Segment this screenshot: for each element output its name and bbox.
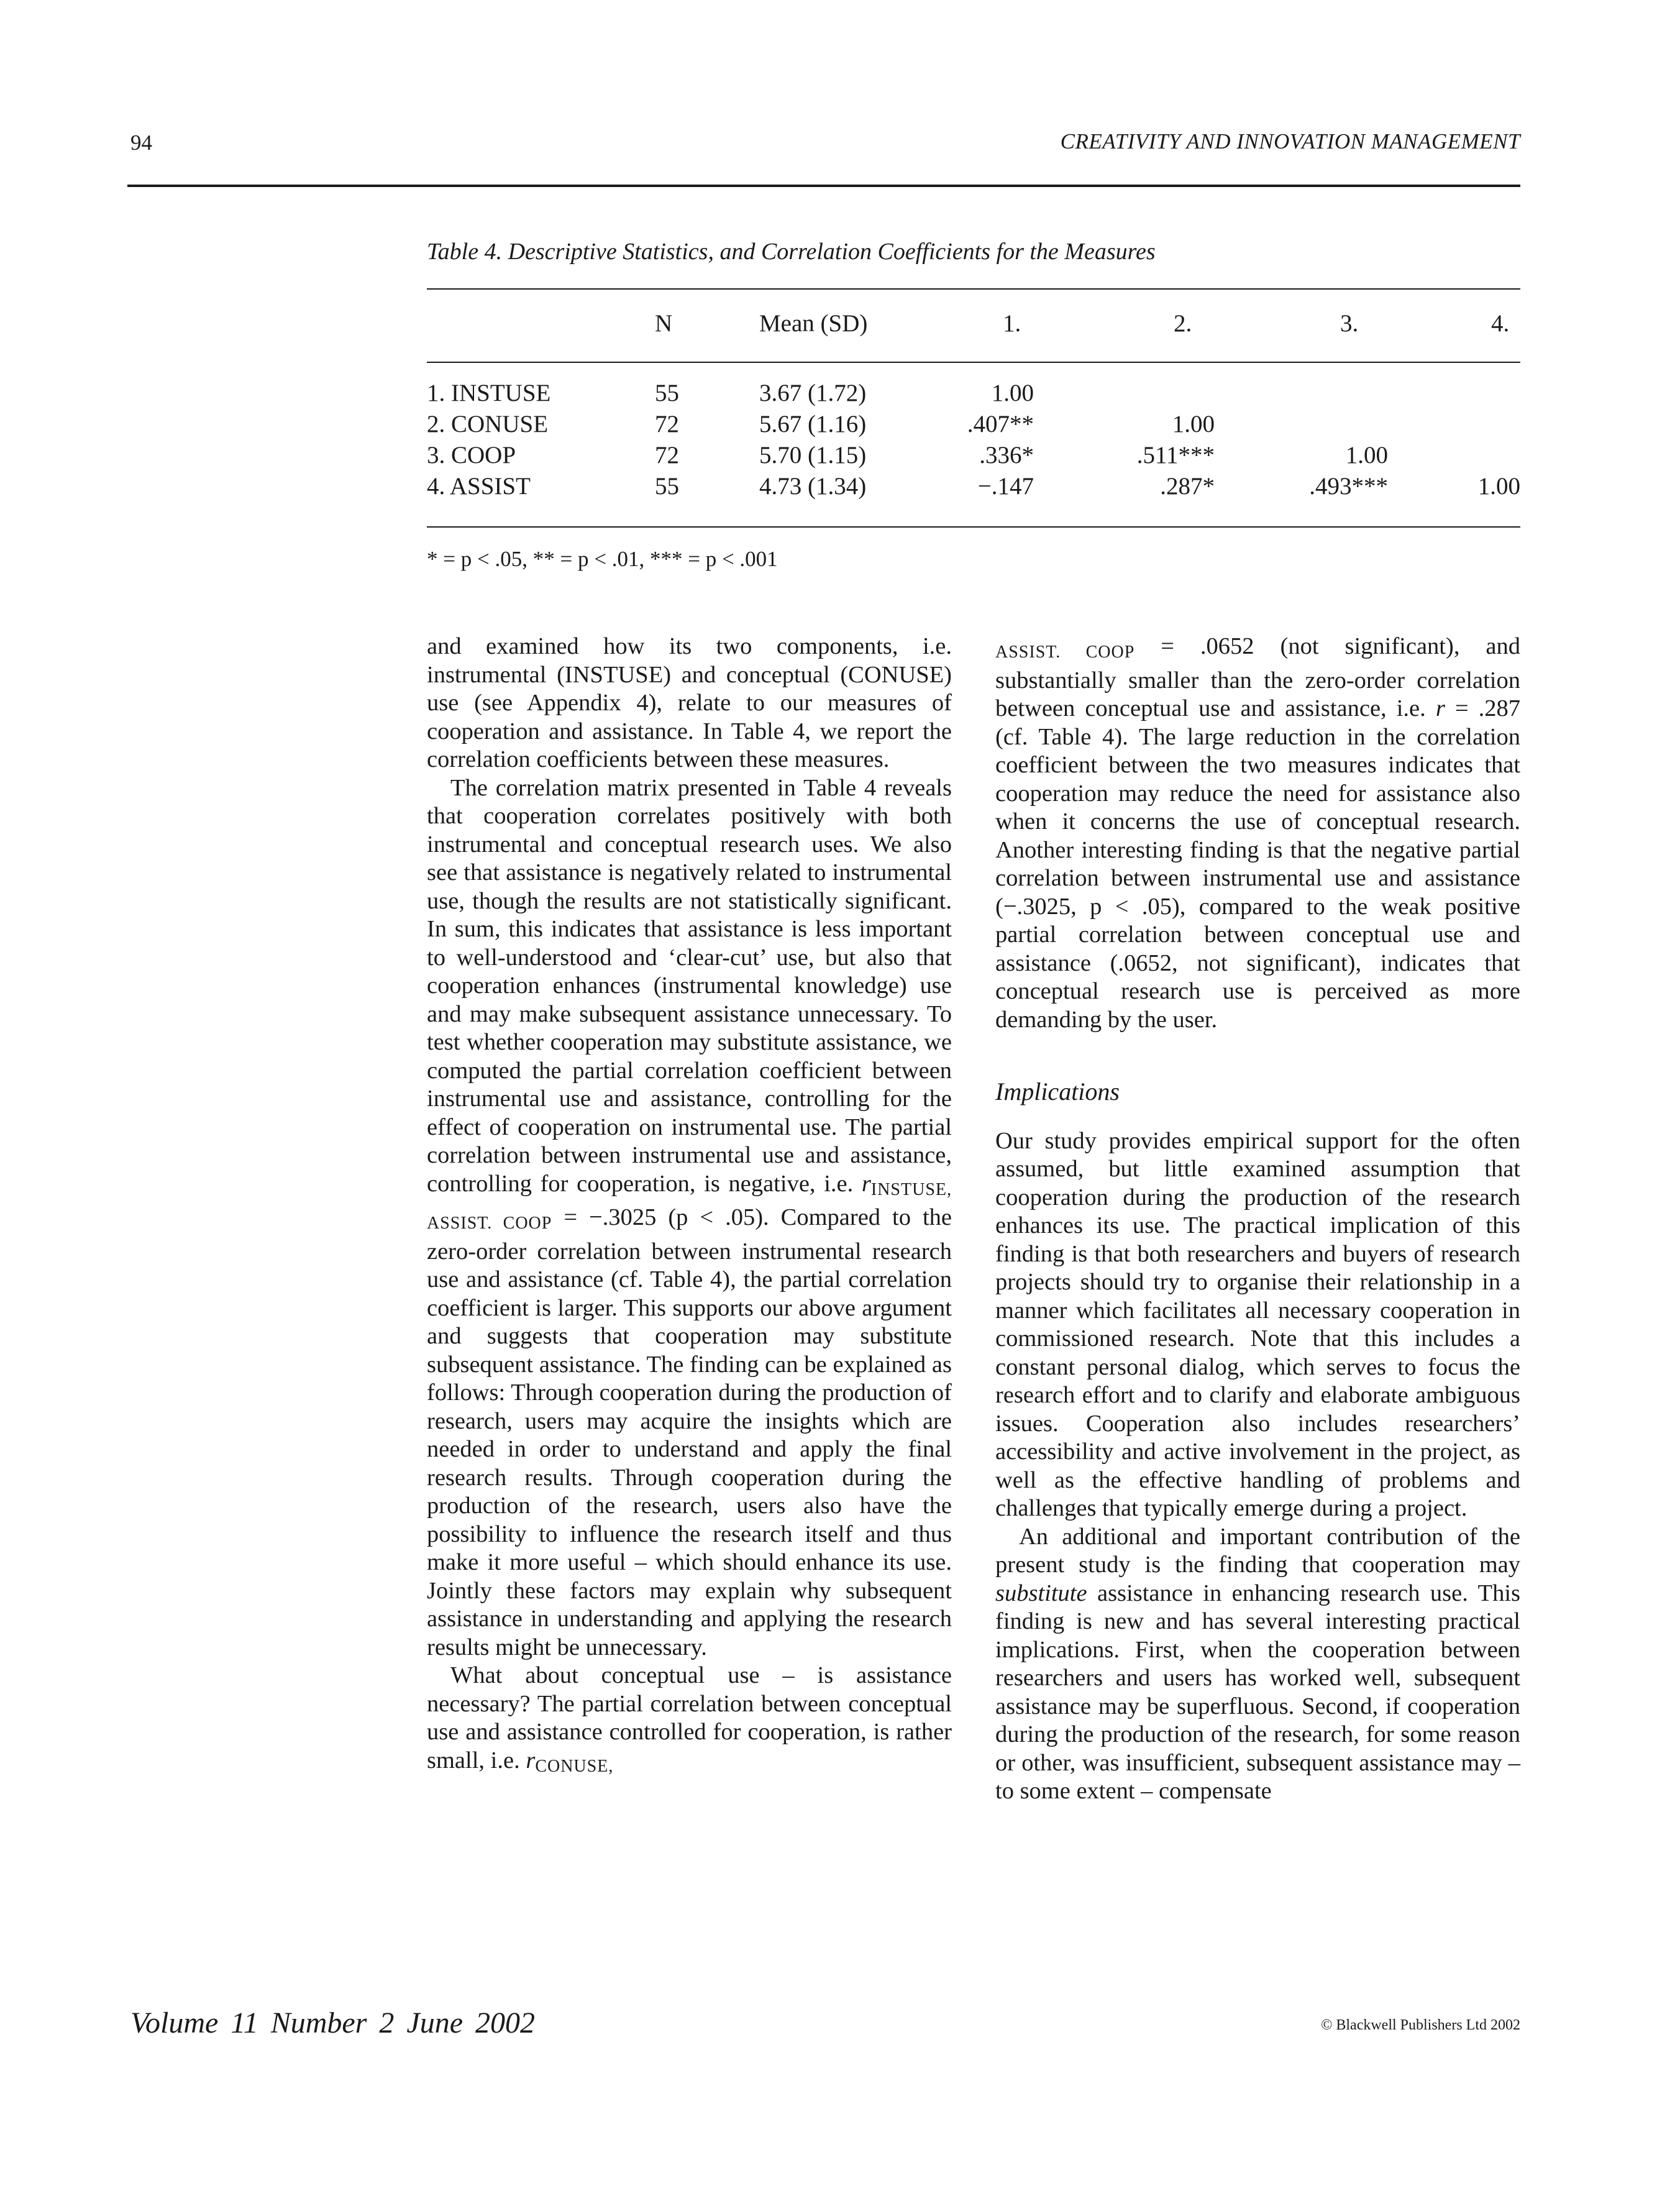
- table-header-col3: 3.: [1340, 310, 1359, 337]
- row-corr-2: .287*: [1160, 473, 1215, 500]
- table-header-n: N: [655, 310, 673, 337]
- row-corr-1: .336*: [979, 442, 1034, 469]
- math-subscript: ASSIST. COOP: [995, 643, 1135, 662]
- row-n: 72: [655, 411, 679, 437]
- row-label: 4. ASSIST: [427, 473, 531, 500]
- emphasis: substitute: [995, 1580, 1087, 1606]
- row-mean: 5.70 (1.15): [759, 442, 867, 469]
- math-r: r: [1435, 695, 1445, 721]
- left-column: [427, 633, 952, 1780]
- row-corr-4: 1.00: [1477, 473, 1520, 500]
- paragraph: Our study provides empirical support for the often assumed, but little examined assumption that cooperation during the production of the research enhances its use. The practical implication of this finding is that both researchers and buyers of research projects should try to organise their relationship in a manner which facilitates all necessary cooperation in commissioned research. Note that this includes a constant personal dialog, which serves to focus the research effort and to clarify and elaborate ambiguous issues. Cooperation also includes researchers’ accessibility and active involvement in the project, as well as the effective handling of problems and challenges that typically emerge during a project.: [995, 1127, 1520, 1521]
- footer-volume: Volume 11 Number 2 June 2002: [130, 2007, 536, 2039]
- row-corr-3: 1.00: [1345, 442, 1388, 469]
- table-header-col4: 4.: [1491, 310, 1510, 337]
- row-corr-2: .511***: [1136, 442, 1215, 469]
- paragraph-text: = .0652 (not significant), and substantially smaller than the zero-order correlation between conceptual use and assistance, i.e.: [995, 633, 1520, 721]
- row-label: 3. COOP: [427, 442, 516, 469]
- section-heading: Implications: [995, 1078, 1120, 1105]
- row-corr-1: 1.00: [991, 380, 1034, 406]
- row-mean: 5.67 (1.16): [759, 411, 867, 437]
- header-rule: [127, 185, 1520, 187]
- paragraph: [995, 1523, 1520, 1806]
- math-r: r: [861, 1170, 871, 1197]
- right-column: [995, 633, 1520, 1806]
- row-corr-2: 1.00: [1172, 411, 1215, 437]
- paragraph: [995, 633, 1520, 1034]
- row-n: 55: [655, 473, 679, 500]
- row-corr-3: .493***: [1309, 473, 1388, 500]
- running-head: CREATIVITY AND INNOVATION MANAGEMENT: [1060, 129, 1520, 153]
- table-header-col1: 1.: [1003, 310, 1021, 337]
- paragraph-text: assistance in enhancing research use. This finding is new and has several interesting practical implications. First, when the cooperation between researchers and users has worked well, subsequent assistance may be superfluous. Second, if cooperation during the production of the research, for some reason or other, was insufficient, subsequent assistance may – to some extent – compensate: [995, 1580, 1520, 1804]
- table-top-rule: [427, 288, 1520, 290]
- paragraph-text: What about conceptual use – is assistance necessary? The partial correlation between conceptual use and assistance controlled for cooperation, is rather small, i.e.: [427, 1662, 952, 1773]
- paragraph: and examined how its two components, i.e. instrumental (INSTUSE) and conceptual (CONUSE) use (see Appendix 4), relate to our measures of cooperation and assistance. In Table 4, we report the correlation coefficients between these measures.: [427, 633, 952, 772]
- row-mean: 4.73 (1.34): [759, 473, 867, 500]
- row-corr-1: .407**: [967, 411, 1034, 437]
- paragraph-text: The correlation matrix presented in Table 4 reveals that cooperation correlates positively with both instrumental and conceptual research uses. We also see that assistance is negatively related to instrumental use, though the results are not statistically significant. In sum, this indicates that assistance is less important to well-understood and ‘clear-cut’ use, but also that cooperation enhances (instrumental knowledge) use and may make subsequent assistance unnecessary. To test whether cooperation may substitute assistance, we computed the partial correlation coefficient between instrumental use and assistance, controlling for the effect of cooperation on instrumental use. The partial correlation between instrumental use and assistance, controlling for cooperation, is negative, i.e.: [427, 774, 952, 1197]
- row-n: 55: [655, 380, 679, 406]
- page-number: 94: [130, 130, 152, 155]
- math-r: r: [526, 1747, 536, 1773]
- table-footnote: * = p < .05, ** = p < .01, *** = p < .001: [427, 547, 778, 571]
- paragraph-text: An additional and important contribution of the present study is the finding that cooperation may: [995, 1523, 1520, 1578]
- row-corr-1: −.147: [977, 473, 1034, 500]
- paragraph-text: = −.3025 (p < .05). Compared to the zero-order correlation between instrumental research use and assistance (cf. Table 4), the partial correlation coefficient is larger. This supports our above argument and suggests that cooperation may substitute subsequent assistance. The finding can be explained as follows: Through cooperation during the production of research, users may acquire the insights which are needed in order to understand and apply the final research results. Through cooperation during the production of the research, users also have the possibility to influence the research itself and thus make it more useful – which should enhance its use. Jointly these factors may explain why subsequent assistance in understanding and applying the research results might be unnecessary.: [427, 1204, 952, 1660]
- paragraph-text: = .287 (cf. Table 4). The large reduction in the correlation coefficient between the two measures indicates that cooperation may reduce the need for assistance also when it concerns the use of conceptual research. Another interesting finding is that the negative partial correlation between instrumental use and assistance (−.3025, p < .05), compared to the weak positive partial correlation between conceptual use and assistance (.0652, not significant), indicates that conceptual research use is perceived as more demanding by the user.: [995, 695, 1520, 1033]
- table-header-mean: Mean (SD): [759, 310, 868, 337]
- table-header-rule: [427, 362, 1520, 363]
- row-n: 72: [655, 442, 679, 469]
- footer-copyright: © Blackwell Publishers Ltd 2002: [1321, 2017, 1520, 2033]
- math-subscript: CONUSE,: [535, 1756, 614, 1776]
- table-header-col2: 2.: [1174, 310, 1192, 337]
- table-caption: Table 4. Descriptive Statistics, and Correlation Coefficients for the Measures: [427, 239, 1156, 265]
- paragraph: [427, 1662, 952, 1780]
- row-mean: 3.67 (1.72): [759, 380, 867, 406]
- table-bottom-rule: [427, 526, 1520, 528]
- paragraph: [427, 774, 952, 1662]
- math-subscript: INSTUSE, ASSIST. COOP: [427, 1179, 952, 1233]
- row-label: 2. CONUSE: [427, 411, 549, 437]
- row-label: 1. INSTUSE: [427, 380, 551, 406]
